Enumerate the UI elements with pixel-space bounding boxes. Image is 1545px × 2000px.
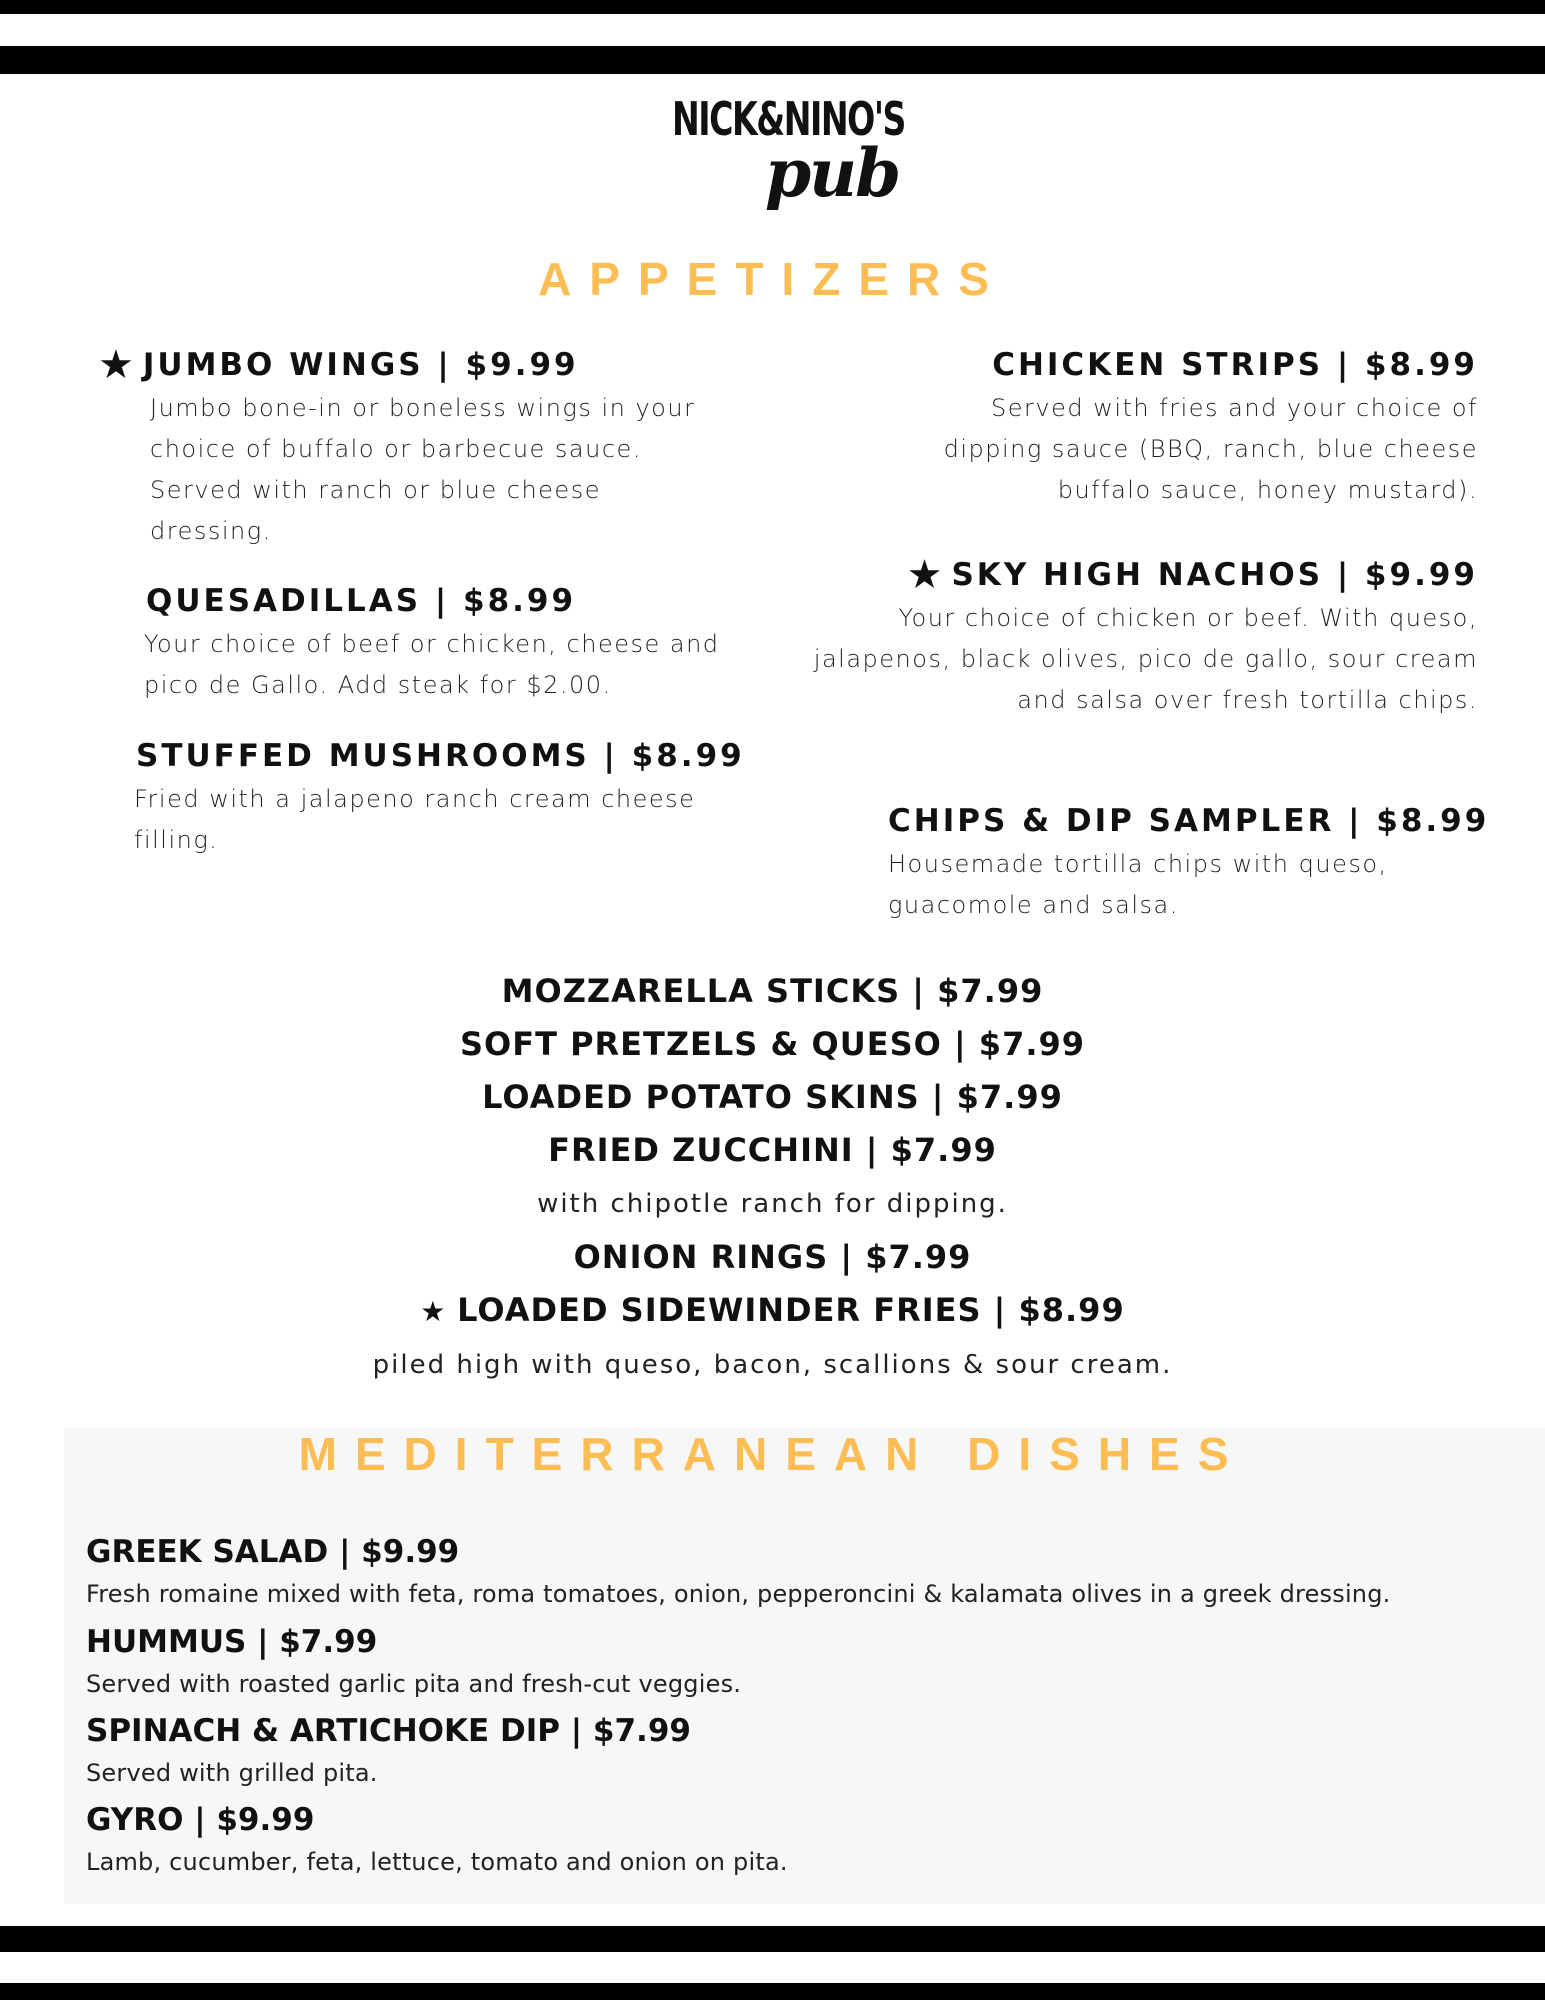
appetizers-heading: APPETIZERS xyxy=(538,253,1007,305)
star-icon: ★ xyxy=(906,552,946,598)
item-name: STUFFED MUSHROOMS | $8.99 xyxy=(136,738,745,774)
item-name: GYRO | $9.99 xyxy=(86,1802,315,1838)
item-description: Your choice of chicken or beef. With queso, jalapenos, black olives, pico de gallo, sour cream and salsa over fresh tortilla chips. xyxy=(813,604,1478,714)
item-name: SKY HIGH NACHOS | $9.99 xyxy=(951,557,1478,593)
item-description: Served with roasted garlic pita and fresh-cut veggies. xyxy=(86,1670,742,1698)
item-name: CHIPS & DIP SAMPLER | $8.99 xyxy=(888,803,1490,839)
menu-item-chips-dip xyxy=(888,802,1488,926)
menu-item-quesadillas xyxy=(146,582,746,706)
menu-item-hummus xyxy=(86,1622,741,1706)
menu-item-sky-high-nachos xyxy=(800,552,1478,721)
star-icon: ★ xyxy=(420,1295,458,1328)
item-name: CHICKEN STRIPS | $8.99 xyxy=(992,347,1478,383)
menu-item-spinach-dip xyxy=(86,1711,691,1795)
item-loaded-potato-skins: LOADED POTATO SKINS | $7.99 xyxy=(482,1078,1063,1116)
item-description: Served with fries and your choice of dipping sauce (BBQ, ranch, blue cheese buffalo sauce, honey mustard). xyxy=(943,394,1478,504)
menu-item-stuffed-mushrooms xyxy=(134,737,745,861)
item-name: GREEK SALAD | $9.99 xyxy=(86,1534,460,1570)
bottom-stripe-1 xyxy=(0,1926,1545,1952)
item-description: Lamb, cucumber, feta, lettuce, tomato and onion on pita. xyxy=(86,1848,788,1876)
item-name: SPINACH & ARTICHOKE DIP | $7.99 xyxy=(86,1713,691,1749)
item-fried-zucchini: FRIED ZUCCHINI | $7.99 xyxy=(548,1131,997,1169)
item-loaded-sidewinder-fries: LOADED SIDEWINDER FRIES | $8.99 xyxy=(457,1291,1125,1329)
item-description: Jumbo bone-in or boneless wings in your choice of buffalo or barbecue sauce. Served with ranch or blue cheese dressing. xyxy=(150,394,696,545)
top-stripe-2 xyxy=(0,46,1545,74)
logo-wordmark: NICK&NINO'S xyxy=(672,92,905,146)
logo xyxy=(560,92,1000,222)
item-name: QUESADILLAS | $8.99 xyxy=(146,583,577,619)
menu-item-gyro xyxy=(86,1800,788,1884)
item-description: Your choice of beef or chicken, cheese and pico de Gallo. Add steak for $2.00. xyxy=(144,630,720,699)
star-icon: ★ xyxy=(98,342,137,388)
item-mozzarella-sticks: MOZZARELLA STICKS | $7.99 xyxy=(501,972,1044,1010)
item-soft-pretzels: SOFT PRETZELS & QUESO | $7.99 xyxy=(459,1025,1086,1063)
mediterranean-heading: MEDITERRANEAN DISHES xyxy=(298,1428,1247,1480)
appetizers-centered-list xyxy=(0,965,1545,1392)
item-description: Served with grilled pita. xyxy=(86,1759,378,1787)
item-name: JUMBO WINGS | $9.99 xyxy=(142,347,579,383)
top-stripe-1 xyxy=(0,0,1545,14)
item-description: Fresh romaine mixed with feta, roma tomatoes, onion, pepperoncini & kalamata olives in a greek dressing. xyxy=(86,1580,1391,1608)
item-description: Fried with a jalapeno ranch cream cheese filling. xyxy=(134,785,696,854)
bottom-stripe-2 xyxy=(0,1983,1545,2000)
item-description: Housemade tortilla chips with queso, guacomole and salsa. xyxy=(888,850,1388,919)
menu-item-jumbo-wings xyxy=(98,342,718,552)
item-sidewinder-description: piled high with queso, bacon, scallions & sour cream. xyxy=(372,1350,1173,1380)
item-onion-rings: ONION RINGS | $7.99 xyxy=(573,1238,972,1276)
item-name: HUMMUS | $7.99 xyxy=(86,1624,378,1660)
item-fried-zucchini-description: with chipotle ranch for dipping. xyxy=(537,1189,1008,1219)
logo-subtitle: pub xyxy=(765,134,900,212)
menu-item-greek-salad xyxy=(86,1532,1390,1616)
menu-item-chicken-strips xyxy=(840,346,1478,511)
